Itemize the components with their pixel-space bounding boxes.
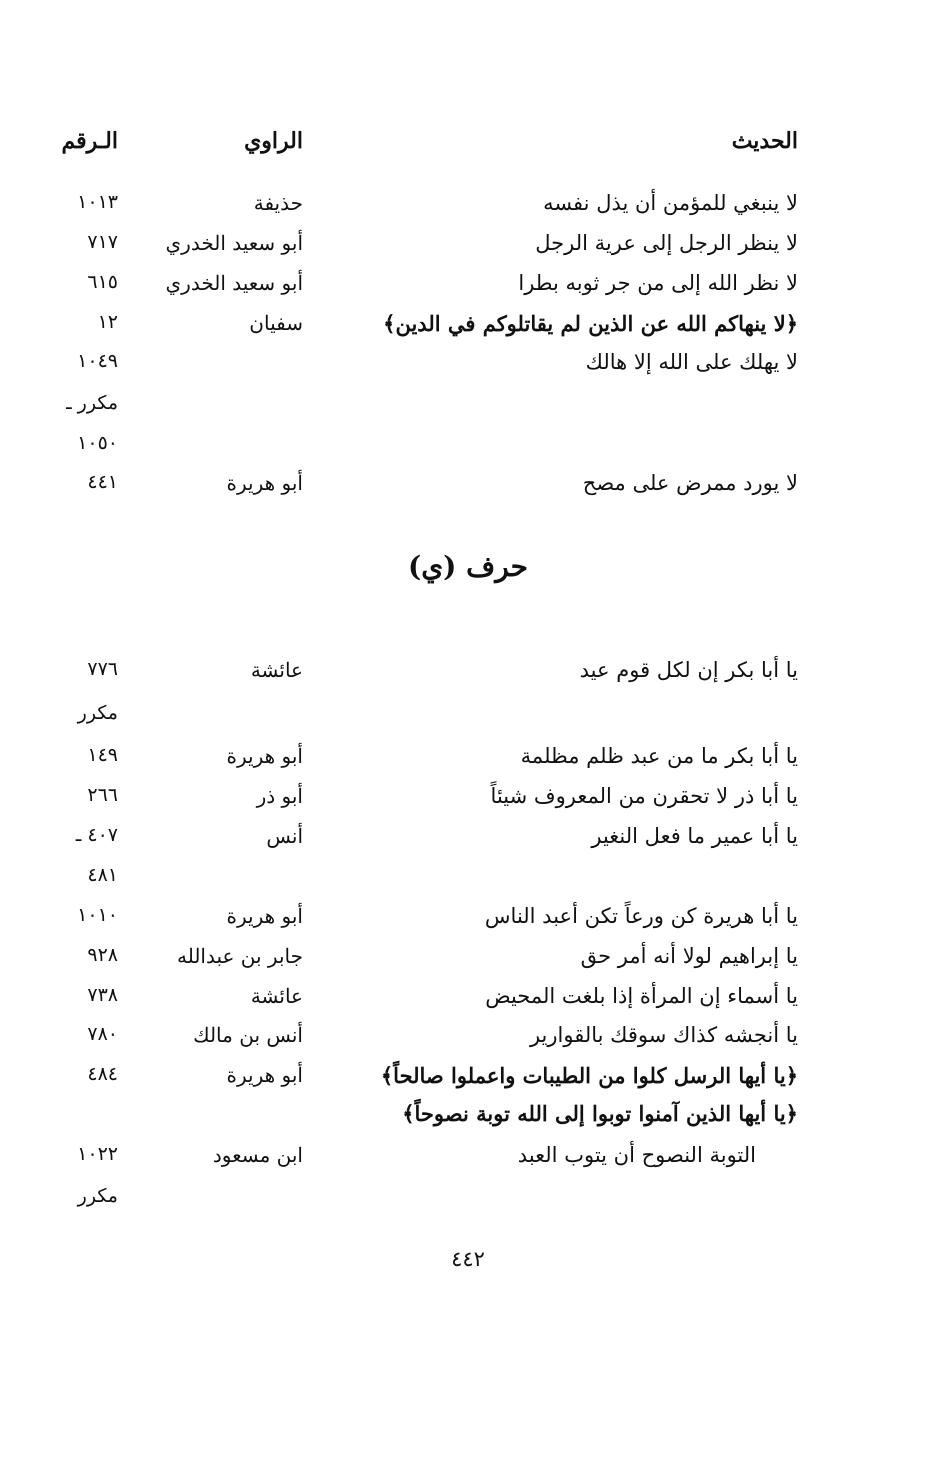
hadith-number: ١٠١٣ [77,191,118,213]
header-number: الـرقم [61,128,118,154]
hadith-text: يا أبا هريرة كن ورعاً تكن أعبد الناس [484,904,798,928]
rawi-name: أبو هريرة [226,904,303,928]
hadith-number: مكرر [77,702,118,724]
hadith-number: ٢٦٦ [87,784,118,806]
hadith-text: ﴿يا أيها الرسل كلوا من الطيبات واعملوا صالحاً﴾ [380,1063,798,1088]
page-number: ٤٤٢ [451,1247,485,1271]
rawi-name: ابن مسعود [212,1143,303,1167]
hadith-text: ﴿يا أيها الذين آمنوا توبوا إلى الله توبة نصوحاً﴾ [402,1101,798,1126]
hadith-text: يا أبا ذر لا تحقرن من المعروف شيئاً [490,784,798,808]
hadith-text: ﴿لا ينهاكم الله عن الذين لم يقاتلوكم في الدين﴾ [383,311,798,336]
header-rawi: الراوي [244,128,303,154]
hadith-number: مكرر [77,1185,118,1207]
hadith-text: لا يهلك على الله إلا هالك [585,350,798,374]
hadith-text: يا أبا بكر إن لكل قوم عيد [579,658,798,682]
hadith-number: ٧٧٦ [87,658,118,680]
hadith-number: ٦١٥ [87,271,118,293]
hadith-text: لا ينبغي للمؤمن أن يذل نفسه [543,191,798,215]
rawi-name: حذيفة [253,191,303,215]
hadith-text: يا أنجشه كذاك سوقك بالقوارير [529,1023,798,1047]
rawi-name: أبو هريرة [226,1063,303,1087]
hadith-text: لا نظر الله إلى من جر ثوبه بطرا [518,271,798,295]
hadith-number: ٤٠٧ ـ [75,824,118,846]
hadith-number: ١٠١٠ [77,904,118,926]
hadith-number: ٧٣٨ [87,984,118,1006]
rawi-name: أبو سعيد الخدري [165,231,303,255]
hadith-text: يا أبا بكر ما من عبد ظلم مظلمة [520,744,798,768]
hadith-number: مكرر ـ [66,392,118,414]
header-hadith: الحديث [731,128,798,154]
hadith-text: يا إبراهيم لولا أنه أمر حق [580,944,798,968]
rawi-name: أنس بن مالك [193,1023,303,1047]
rawi-name: جابر بن عبدالله [176,944,303,968]
hadith-number: ١٠٥٠ [77,432,118,454]
hadith-number: ١٠٤٩ [77,350,118,372]
hadith-text: لا ينظر الرجل إلى عرية الرجل [535,231,798,255]
hadith-number: ٧٨٠ [87,1023,118,1045]
rawi-name: عائشة [250,658,303,682]
hadith-text: يا أبا عمير ما فعل النغير [591,824,798,848]
rawi-name: سفيان [249,311,303,335]
hadith-number: ٩٢٨ [87,944,118,966]
rawi-name: أبو هريرة [226,744,303,768]
hadith-number: ٤٨١ [87,864,118,886]
rawi-name: أبو سعيد الخدري [165,271,303,295]
hadith-text: التوبة النصوح أن يتوب العبد [517,1143,756,1167]
hadith-number: ١٤٩ [87,744,118,766]
hadith-number: ١٢ [97,311,118,333]
hadith-number: ١٠٢٢ [77,1143,118,1165]
section-title: حرف (ي) [408,550,528,583]
hadith-number: ٧١٧ [87,231,118,253]
hadith-text: يا أسماء إن المرأة إذا بلغت المحيض [485,984,798,1008]
rawi-name: أبو هريرة [226,471,303,495]
hadith-number: ٤٨٤ [87,1063,118,1085]
rawi-name: أنس [266,824,303,848]
rawi-name: أبو ذر [256,784,303,808]
hadith-number: ٤٤١ [87,471,118,493]
rawi-name: عائشة [250,984,303,1008]
hadith-text: لا يورد ممرض على مصح [582,471,798,495]
